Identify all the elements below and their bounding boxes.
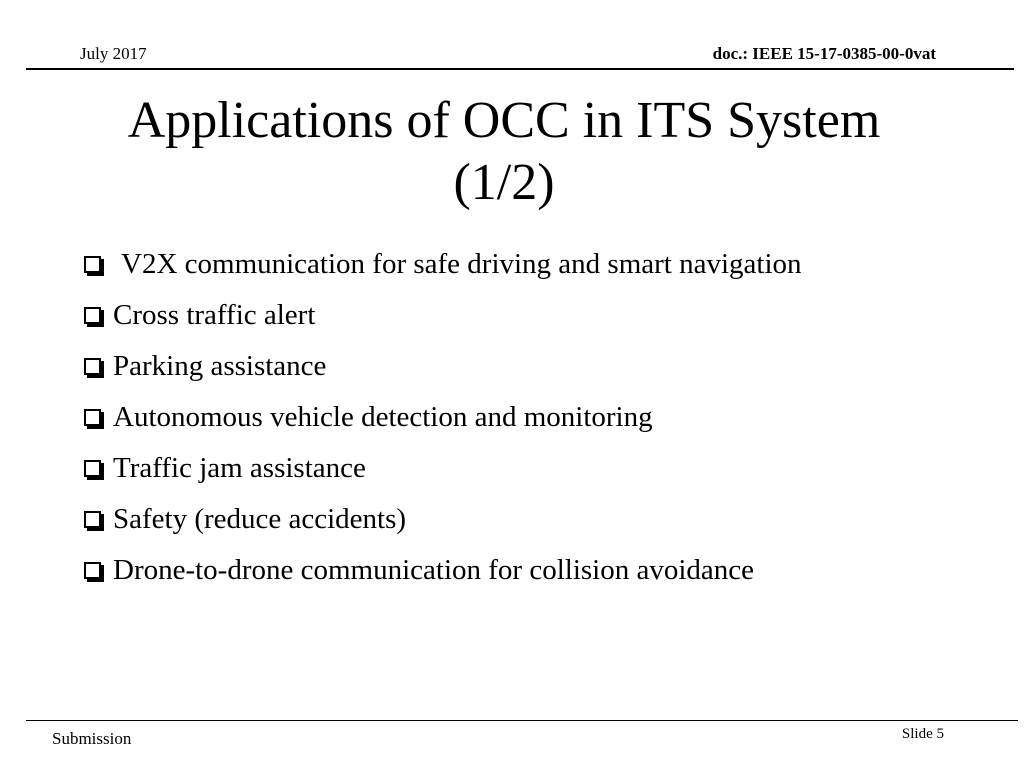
square-checkbox-icon xyxy=(84,562,101,579)
bullet-text: Cross traffic alert xyxy=(113,298,316,331)
square-checkbox-icon xyxy=(84,511,101,528)
list-item xyxy=(82,544,802,595)
header-doc-id: doc.: IEEE 15-17-0385-00-0vat xyxy=(712,44,936,63)
slide-title-line1: Applications of OCC in ITS System xyxy=(127,92,881,149)
slide-number: Slide 5 xyxy=(901,726,944,742)
bullet-text: Autonomous vehicle detection and monitoring xyxy=(113,400,653,433)
bullet-list xyxy=(82,238,802,595)
square-checkbox-icon xyxy=(84,409,101,426)
footer-divider xyxy=(26,720,1018,721)
bullet-text: Safety (reduce accidents) xyxy=(113,502,407,535)
square-checkbox-icon xyxy=(84,358,101,375)
list-item xyxy=(82,289,802,340)
slide-title xyxy=(0,90,1008,214)
bullet-text: Traffic jam assistance xyxy=(113,451,366,484)
bullet-text: Parking assistance xyxy=(113,349,327,382)
bullet-text: Drone-to-drone communication for collision avoidance xyxy=(113,553,755,586)
list-item xyxy=(82,442,802,493)
header-divider xyxy=(26,68,1014,70)
square-checkbox-icon xyxy=(84,460,101,477)
list-item xyxy=(82,238,802,289)
list-item xyxy=(82,391,802,442)
list-item xyxy=(82,493,802,544)
square-checkbox-icon xyxy=(84,256,101,273)
slide-title-line2: (1/2) xyxy=(453,154,555,211)
square-checkbox-icon xyxy=(84,307,101,324)
footer-submission: Submission xyxy=(52,729,132,748)
header-date: July 2017 xyxy=(80,44,147,63)
list-item xyxy=(82,340,802,391)
bullet-text: V2X communication for safe driving and smart navigation xyxy=(121,247,802,280)
